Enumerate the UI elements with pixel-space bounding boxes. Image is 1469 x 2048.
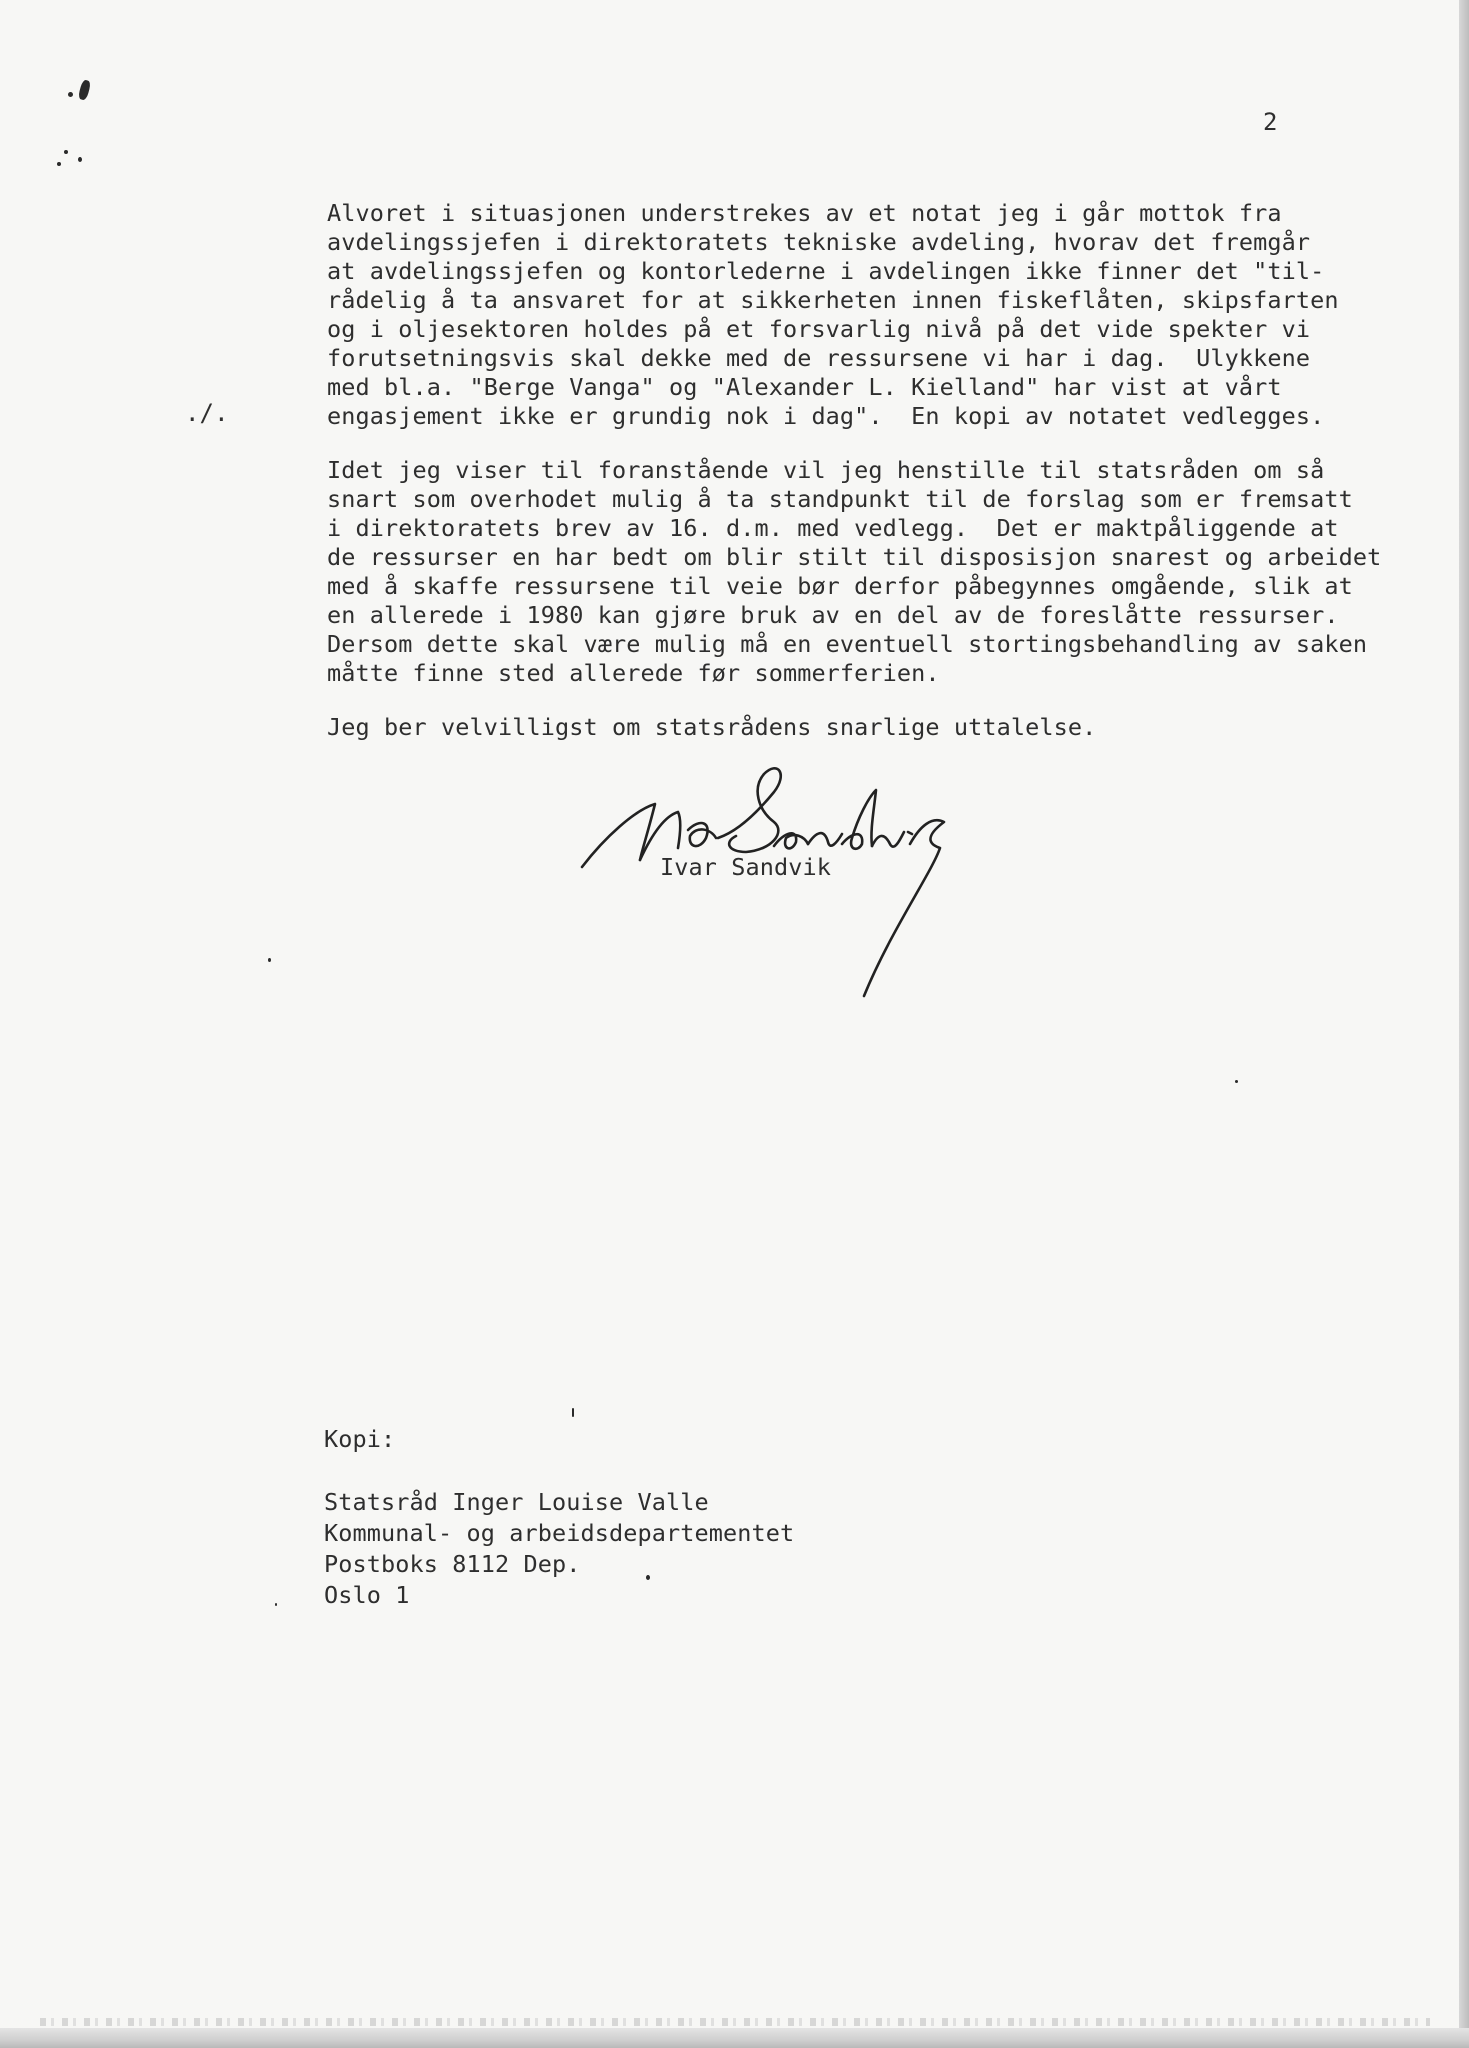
- text-line: Idet jeg viser til foranstående vil jeg henstille til statsråden om så: [327, 456, 1325, 484]
- text-line: med bl.a. "Berge Vanga" og "Alexander L. Kielland" har vist at vårt: [327, 373, 1282, 401]
- address-line: Postboks 8112 Dep.: [324, 1550, 581, 1578]
- ink-speck: [57, 162, 61, 166]
- ink-speck: [268, 958, 271, 962]
- text-line: at avdelingssjefen og kontorlederne i avdelingen ikke finner det "til-: [327, 257, 1325, 285]
- text-line: i direktoratets brev av 16. d.m. med vedlegg. Det er maktpåliggende at: [327, 514, 1339, 542]
- text-line: rådelig å ta ansvaret for at sikkerheten innen fiskeflåten, skipsfarten: [327, 286, 1339, 314]
- paragraph-3: [327, 713, 1447, 742]
- copy-recipient-address: [324, 1487, 794, 1611]
- text-line: engasjement ikke er grundig nok i dag". En kopi av notatet vedlegges.: [327, 402, 1325, 430]
- text-line: med å skaffe ressursene til veie bør derfor påbegynnes omgående, slik at: [327, 572, 1353, 600]
- copy-label: Kopi:: [324, 1425, 396, 1453]
- text-line: måtte finne sted allerede før sommerferien.: [327, 659, 940, 687]
- signer-name: Ivar Sandvik: [660, 853, 831, 881]
- text-line: en allerede i 1980 kan gjøre bruk av en del av de foreslåtte ressurser.: [327, 601, 1339, 629]
- ink-speck: [572, 1408, 574, 1417]
- paragraph-1: [327, 199, 1447, 431]
- text-line: de ressurser en har bedt om blir stilt til disposisjon snarest og arbeidet: [327, 543, 1382, 571]
- paragraph-2: [327, 456, 1447, 688]
- text-line: Dersom dette skal være mulig må en eventuell stortingsbehandling av saken: [327, 630, 1368, 658]
- scan-edge-bottom: [0, 2028, 1469, 2048]
- ink-speck: [78, 157, 82, 162]
- address-line: Kommunal- og arbeidsdepartementet: [324, 1519, 795, 1547]
- text-line: og i oljesektoren holdes på et forsvarlig nivå på det vide spekter vi: [327, 315, 1311, 343]
- ink-speck: [1235, 1080, 1238, 1083]
- page-number: 2: [1263, 108, 1278, 136]
- address-line: Oslo 1: [324, 1581, 410, 1609]
- ink-speck: [68, 92, 73, 97]
- text-line: Alvoret i situasjonen understrekes av et notat jeg i går mottok fra: [327, 199, 1282, 227]
- scan-noise-strip: [40, 2018, 1430, 2026]
- ink-speck: [78, 79, 92, 101]
- text-line: avdelingssjefen i direktoratets tekniske avdeling, hvorav det fremgår: [327, 228, 1311, 256]
- ink-speck: [275, 1603, 277, 1606]
- text-line: forutsetningsvis skal dekke med de ressursene vi har i dag. Ulykkene: [327, 344, 1311, 372]
- text-line: snart som overhodet mulig å ta standpunkt til de forslag som er fremsatt: [327, 485, 1353, 513]
- ink-speck: [64, 150, 68, 154]
- text-line: Jeg ber velvilligst om statsrådens snarlige uttalelse.: [327, 713, 1097, 741]
- address-line: Statsråd Inger Louise Valle: [324, 1488, 709, 1516]
- scan-edge-right: [1459, 0, 1469, 2048]
- margin-note: ./.: [185, 399, 229, 427]
